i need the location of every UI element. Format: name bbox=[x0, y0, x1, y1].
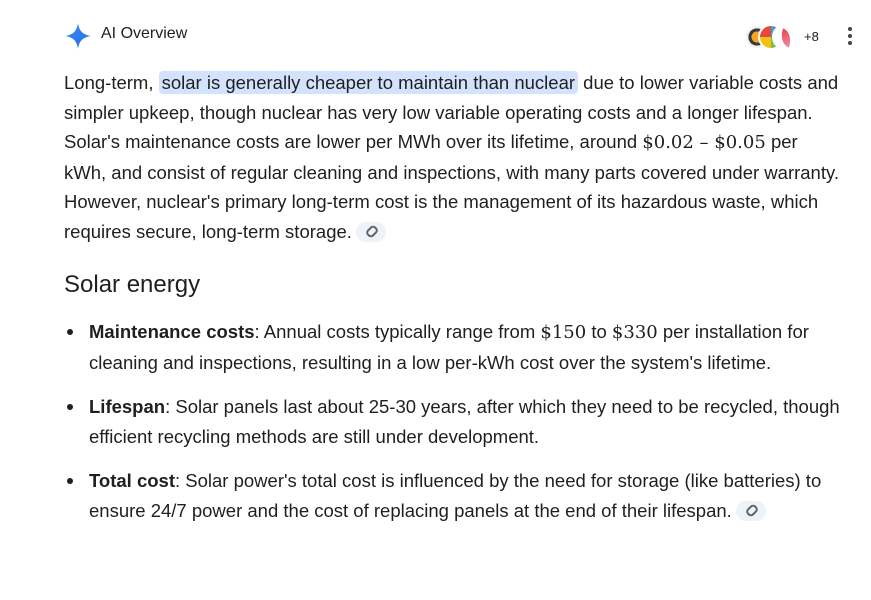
item-text: per installation for cleaning and inspections, resulting in a low per-kWh cost over the system's lifetime. bbox=[89, 321, 809, 373]
intro-text: due to lower variable costs and simpler upkeep, though nuclear has very low variable operating costs and a longer lifespan. Solar's maintenance costs are lower per MWh over its lifetime, around bbox=[64, 72, 839, 152]
overview-paragraph bbox=[64, 68, 844, 246]
list-item bbox=[64, 466, 854, 525]
item-text: : Solar panels last about 25-30 years, after which they need to be recycled, though efficient recycling methods are still under development. bbox=[89, 396, 840, 447]
item-text: to bbox=[586, 321, 612, 342]
ai-overview-title: AI Overview bbox=[101, 25, 188, 42]
link-icon[interactable] bbox=[736, 501, 766, 521]
item-text: : Annual costs typically range from bbox=[254, 321, 541, 342]
list-item bbox=[64, 317, 854, 377]
list-item bbox=[64, 392, 854, 451]
cost-range: $0.02 – $0.05 bbox=[642, 132, 766, 153]
highlighted-answer: solar is generally cheaper to maintain than nuclear bbox=[159, 71, 578, 94]
ai-overview-header bbox=[64, 20, 864, 50]
item-label: Total cost bbox=[89, 470, 175, 491]
item-label: Maintenance costs bbox=[89, 321, 255, 342]
item-text: : Solar power's total cost is influenced by the need for storage (like batteries) to ensure 24/7 power and the cost of replacing panels at the end of their lifespan. bbox=[89, 470, 822, 521]
intro-text: Long-term, bbox=[64, 72, 159, 93]
intro-text: per kWh, and consist of regular cleaning and inspections, with many parts covered under warranty. However, nuclear's primary long-term cost is the management of its hazardous waste, which requires secure, long-term storage. bbox=[64, 131, 839, 242]
more-vert-icon[interactable] bbox=[844, 27, 856, 47]
cost-value: $330 bbox=[611, 322, 658, 343]
link-icon[interactable] bbox=[356, 222, 386, 242]
more-sources-count[interactable]: +8 bbox=[804, 29, 819, 44]
cost-value: $150 bbox=[540, 322, 587, 343]
solar-list bbox=[64, 317, 854, 525]
gemini-spark-icon bbox=[64, 22, 92, 50]
source-avatar[interactable] bbox=[772, 24, 798, 50]
section-heading: Solar energy bbox=[64, 271, 201, 298]
item-label: Lifespan bbox=[89, 396, 166, 417]
